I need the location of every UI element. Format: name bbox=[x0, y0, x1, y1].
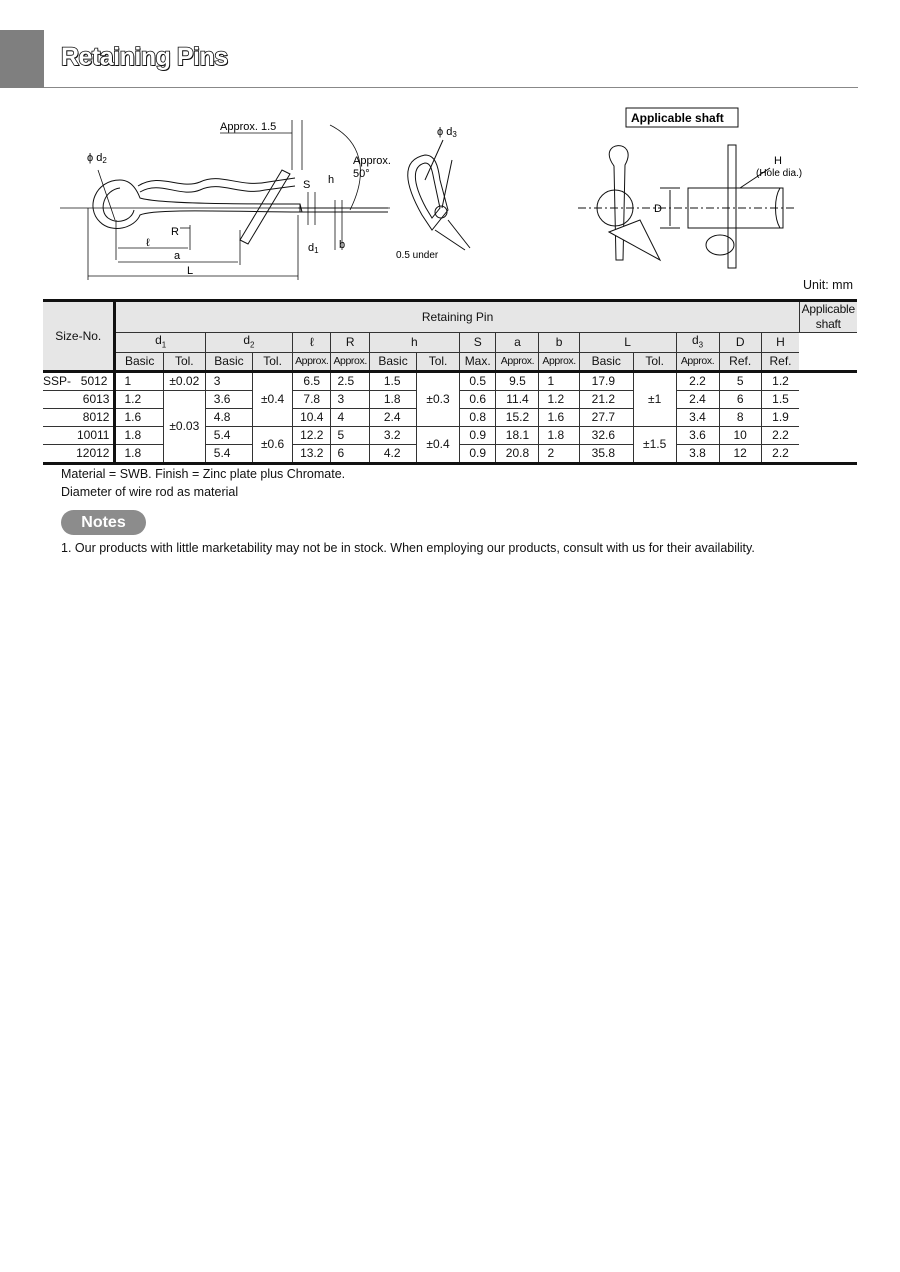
page-title: Retaining Pins bbox=[61, 43, 228, 71]
h-header: h bbox=[369, 333, 459, 353]
L-cell: 17.9 bbox=[579, 372, 633, 391]
D-cell: 5 bbox=[719, 372, 761, 391]
R-header: R bbox=[331, 333, 369, 353]
d2-header: $d_2$ bbox=[205, 333, 292, 353]
R-cell: 3 bbox=[331, 391, 369, 409]
a-cell: 15.2 bbox=[496, 409, 539, 427]
d3-cell: 3.6 bbox=[676, 427, 719, 445]
dim-H: H bbox=[774, 155, 782, 167]
dim-S: S bbox=[303, 179, 311, 191]
S-cell: 0.6 bbox=[459, 391, 496, 409]
b-cell: 1 bbox=[539, 372, 579, 391]
dim-approx: Approx. bbox=[353, 155, 391, 167]
d1-cell: 1 bbox=[115, 372, 163, 391]
H-cell: 2.2 bbox=[761, 427, 799, 445]
d3-approx-header: Approx. bbox=[676, 353, 719, 372]
d1-tol-header: Tol. bbox=[163, 353, 205, 372]
d2-cell: 5.4 bbox=[205, 427, 252, 445]
H-cell: 1.9 bbox=[761, 409, 799, 427]
d3-cell: 2.4 bbox=[676, 391, 719, 409]
h-basic-header: Basic bbox=[369, 353, 416, 372]
d2-tol-cell: ±0.4 bbox=[253, 372, 293, 427]
ell-cell: 12.2 bbox=[293, 427, 331, 445]
dim-b: b bbox=[339, 239, 346, 251]
a-cell: 11.4 bbox=[496, 391, 539, 409]
d1-cell: 1.2 bbox=[115, 391, 163, 409]
note-item: 1. Our products with little marketability may not be in stock. When employing our products, consult with us for their availability. bbox=[61, 541, 755, 555]
d3-cell: 2.2 bbox=[676, 372, 719, 391]
h-tol-header: Tol. bbox=[417, 353, 460, 372]
material-info bbox=[61, 465, 345, 501]
ell-cell: 7.8 bbox=[293, 391, 331, 409]
d1-tol-cell: ±0.03 bbox=[163, 391, 205, 464]
d1-cell: 1.8 bbox=[115, 445, 163, 464]
H-ref-header: Ref. bbox=[761, 353, 799, 372]
h-cell: 4.2 bbox=[369, 445, 416, 464]
a-approx-header: Approx. bbox=[496, 353, 539, 372]
ell-cell: 13.2 bbox=[293, 445, 331, 464]
b-cell: 1.2 bbox=[539, 391, 579, 409]
dim-ell: ℓ bbox=[146, 237, 150, 249]
R-cell: 4 bbox=[331, 409, 369, 427]
h-tol-cell: ±0.4 bbox=[417, 427, 460, 464]
b-cell: 1.8 bbox=[539, 427, 579, 445]
spec-table bbox=[43, 299, 857, 465]
d1-header: $d_1$ bbox=[115, 333, 205, 353]
notes-badge: Notes bbox=[61, 510, 146, 535]
L-cell: 35.8 bbox=[579, 445, 633, 464]
D-ref-header: Ref. bbox=[719, 353, 761, 372]
ell-approx-header: Approx. bbox=[293, 353, 331, 372]
H-header: H bbox=[761, 333, 799, 353]
d1-tol-cell: ±0.02 bbox=[163, 372, 205, 391]
b-cell: 1.6 bbox=[539, 409, 579, 427]
L-cell: 32.6 bbox=[579, 427, 633, 445]
size-no-header: Size-No. bbox=[43, 301, 115, 372]
L-cell: 21.2 bbox=[579, 391, 633, 409]
size-cell: 6013 bbox=[43, 391, 115, 409]
d3-cell: 3.4 bbox=[676, 409, 719, 427]
R-approx-header: Approx. bbox=[331, 353, 369, 372]
S-cell: 0.5 bbox=[459, 372, 496, 391]
a-cell: 9.5 bbox=[496, 372, 539, 391]
size-cell: 10011 bbox=[43, 427, 115, 445]
H-cell: 1.2 bbox=[761, 372, 799, 391]
L-header: L bbox=[579, 333, 676, 353]
R-cell: 5 bbox=[331, 427, 369, 445]
D-header: D bbox=[719, 333, 761, 353]
wire-line: Diameter of wire rod as material bbox=[61, 485, 239, 499]
applicable-shaft-label: Applicable shaft bbox=[631, 111, 724, 125]
L-tol-cell: ±1.5 bbox=[633, 427, 676, 464]
unit-label: Unit: mm bbox=[803, 278, 853, 292]
a-header: a bbox=[496, 333, 539, 353]
retaining-pin-header: Retaining Pin bbox=[115, 301, 799, 333]
S-header: S bbox=[459, 333, 496, 353]
h-tol-cell: ±0.3 bbox=[417, 372, 460, 427]
a-cell: 20.8 bbox=[496, 445, 539, 464]
D-cell: 6 bbox=[719, 391, 761, 409]
d1-cell: 1.8 bbox=[115, 427, 163, 445]
ell-header: ℓ bbox=[293, 333, 331, 353]
D-cell: 10 bbox=[719, 427, 761, 445]
d2-cell: 5.4 bbox=[205, 445, 252, 464]
dim-hole-dia: (Hole dia.) bbox=[756, 168, 803, 179]
S-max-header: Max. bbox=[459, 353, 496, 372]
dim-phi-d2: ϕ d2 bbox=[87, 152, 107, 165]
dim-50-degree: 50° bbox=[353, 168, 370, 180]
L-cell: 27.7 bbox=[579, 409, 633, 427]
R-cell: 2.5 bbox=[331, 372, 369, 391]
L-tol-cell: ±1 bbox=[633, 372, 676, 427]
S-cell: 0.9 bbox=[459, 445, 496, 464]
dim-0-5-under: 0.5 under bbox=[396, 250, 439, 261]
table-row bbox=[43, 372, 857, 391]
ell-cell: 6.5 bbox=[293, 372, 331, 391]
d2-basic-header: Basic bbox=[205, 353, 252, 372]
H-cell: 2.2 bbox=[761, 445, 799, 464]
pin-diagram bbox=[40, 100, 840, 280]
dim-approx-1-5: Approx. 1.5 bbox=[220, 121, 277, 133]
size-cell: 8012 bbox=[43, 409, 115, 427]
header-block bbox=[0, 30, 44, 88]
dim-h: h bbox=[328, 174, 335, 186]
R-cell: 6 bbox=[331, 445, 369, 464]
d2-cell: 3 bbox=[205, 372, 252, 391]
L-tol-header: Tol. bbox=[633, 353, 676, 372]
D-cell: 8 bbox=[719, 409, 761, 427]
D-cell: 12 bbox=[719, 445, 761, 464]
applicable-shaft-header: Applicable shaft bbox=[799, 301, 857, 333]
h-cell: 3.2 bbox=[369, 427, 416, 445]
ell-cell: 10.4 bbox=[293, 409, 331, 427]
S-cell: 0.8 bbox=[459, 409, 496, 427]
size-cell: SSP- 5012 bbox=[43, 374, 108, 389]
H-cell: 1.5 bbox=[761, 391, 799, 409]
b-cell: 2 bbox=[539, 445, 579, 464]
dim-R: R bbox=[171, 226, 179, 238]
dim-d1: d1 bbox=[308, 242, 319, 255]
h-cell: 2.4 bbox=[369, 409, 416, 427]
dim-D: D bbox=[654, 203, 662, 215]
header-rule bbox=[44, 87, 858, 88]
d2-cell: 3.6 bbox=[205, 391, 252, 409]
d3-header: $d_3$ bbox=[676, 333, 719, 353]
S-cell: 0.9 bbox=[459, 427, 496, 445]
d3-cell: 3.8 bbox=[676, 445, 719, 464]
dim-a: a bbox=[174, 250, 181, 262]
size-cell: 12012 bbox=[43, 445, 115, 464]
a-cell: 18.1 bbox=[496, 427, 539, 445]
dim-L: L bbox=[187, 265, 194, 277]
d2-tol-cell: ±0.6 bbox=[253, 427, 293, 464]
d2-tol-header: Tol. bbox=[253, 353, 293, 372]
d2-cell: 4.8 bbox=[205, 409, 252, 427]
d1-basic-header: Basic bbox=[115, 353, 163, 372]
material-line: Material = SWB. Finish = Zinc plate plus Chromate. bbox=[61, 467, 346, 481]
dim-phi-d3: ϕ d3 bbox=[437, 126, 457, 139]
L-basic-header: Basic bbox=[579, 353, 633, 372]
b-header: b bbox=[539, 333, 579, 353]
b-approx-header: Approx. bbox=[539, 353, 579, 372]
h-cell: 1.8 bbox=[369, 391, 416, 409]
d1-cell: 1.6 bbox=[115, 409, 163, 427]
h-cell: 1.5 bbox=[369, 372, 416, 391]
